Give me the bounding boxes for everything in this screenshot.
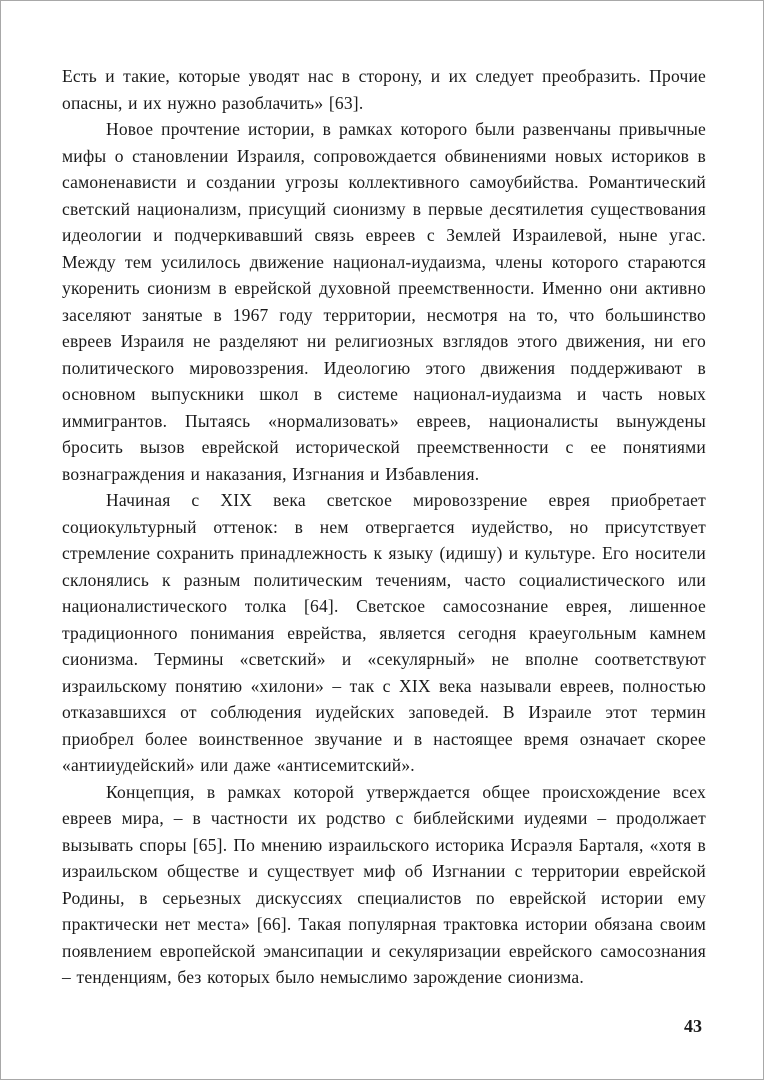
- paragraph-continuation: Есть и такие, которые уводят нас в сторону, и их следует преобразить. Прочие опасны, и их нужно разоблачить» [63].: [62, 66, 706, 113]
- paragraph-secular-worldview: Начиная с XIX века светское мировоззрение еврея приобретает социокультурный оттенок: в нем отвергается иудейство, но присутствует стремление сохранить принадлежность к языку (идишу) и культуре. Его носители склонялись к разным политическим течениям, часто социалистического или националистического толка [64]. Светское самосознание еврея, лишенное традиционного понимания еврейства, является сегодня краеугольным камнем сионизма. Термины «светский» и «секулярный» не вполне соответствуют израильскому понятию «хилони» – так с XIX века называли евреев, полностью отказавшихся от соблюдения иудейских заповедей. В Израиле этот термин приобрел более воинственное звучание и в настоящее время означает скорее «антииудейский» или даже «антисемитский».: [62, 490, 706, 775]
- paragraph-concept-origin: Концепция, в рамках которой утверждается общее происхождение всех евреев мира, – в частности их родство с библейскими иудеями – продолжает вызывать споры [65]. По мнению израильского историка Исраэля Барталя, «хотя в израильском обществе и существует миф об Изгнании с территории еврейской Родины, в серьезных дискуссиях специалистов по еврейской истории ему практически нет места» [66]. Такая популярная трактовка истории обязана своим появлением европейской эмансипации и секуляризации еврейского самосознания – тенденциям, без которых было немыслимо зарождение сионизма.: [62, 781, 706, 987]
- page-text-block: [62, 63, 706, 991]
- paragraph-new-history: Новое прочтение истории, в рамках которого были развенчаны привычные мифы о становлении Израиля, сопровождается обвинениями новых историков в самоненависти и создании угрозы коллективного самоубийства. Романтический светский национализм, присущий сионизму в первые десятилетия существования идеологии и подчеркивавший связь евреев с Землей Израилевой, ныне угас. Между тем усилилось движение национал-иудаизма, члены которого стараются укоренить сионизм в еврейской духовной преемственности. Именно они активно заселяют занятые в 1967 году территории, несмотря на то, что большинство евреев Израиля не разделяют ни религиозных взглядов этого движения, ни его политического мировоззрения. Идеологию этого движения поддерживают в основном выпускники школ в системе национал-иудаизма и часть новых иммигрантов. Пытаясь «нормализовать» евреев, националисты вынуждены бросить вызов еврейской исторической преемственности с ее понятиями вознаграждения и наказания, Изгнания и Избавления.: [62, 119, 706, 484]
- page-number: 43: [684, 1016, 702, 1036]
